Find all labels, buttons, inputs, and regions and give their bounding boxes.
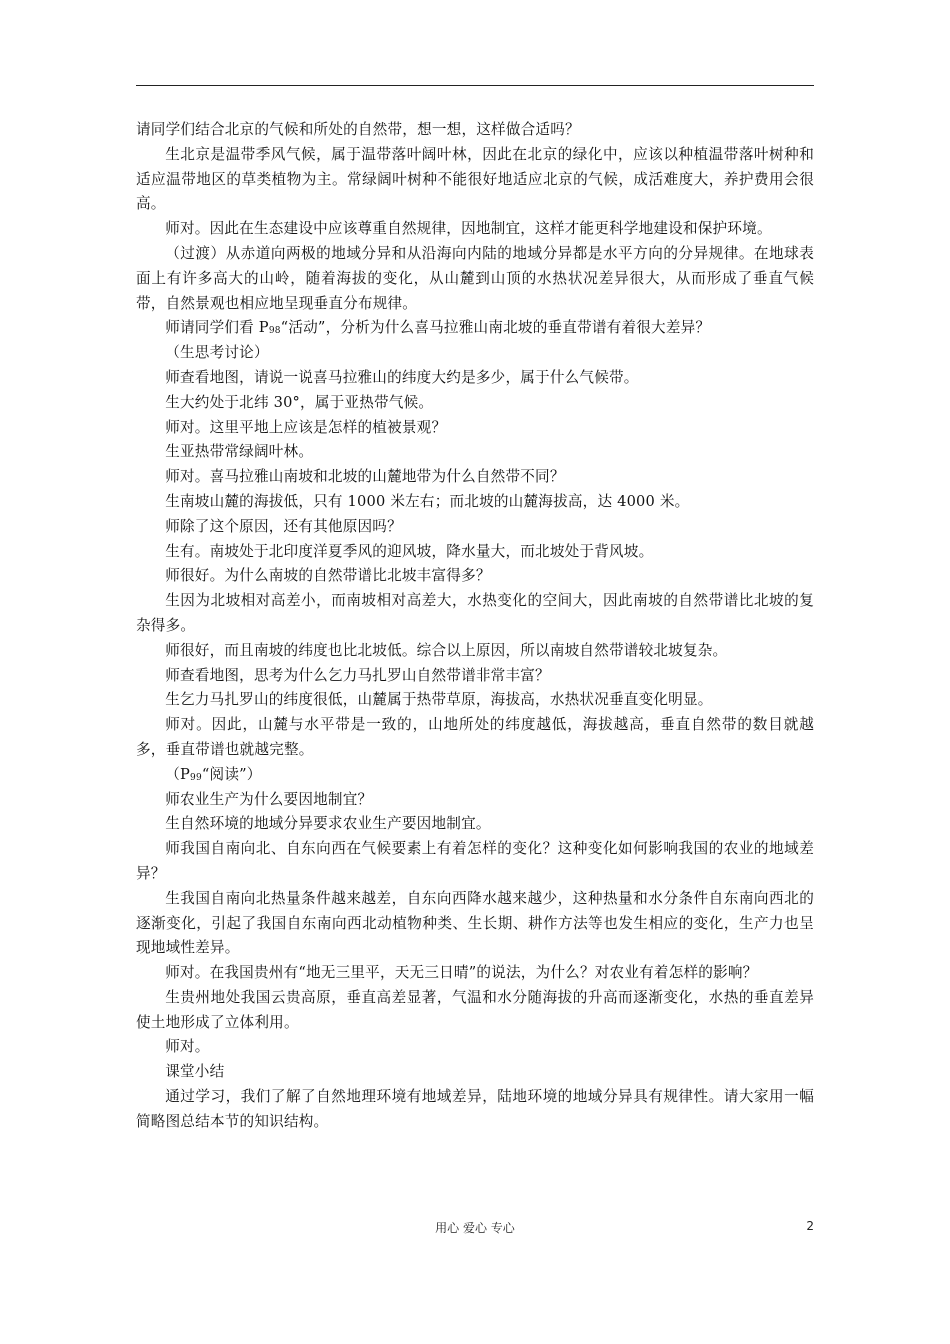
page-ref-subscript: 98: [268, 326, 281, 337]
header-rule: [136, 85, 814, 86]
paragraph-text: （P: [165, 765, 191, 783]
body-text: [136, 118, 814, 1135]
paragraph: 生大约处于北纬 30°，属于亚热带气候。: [165, 393, 434, 411]
paragraph: 师我国自南向北、自东向西在气候要素上有着怎样的变化？这种变化如何影响我国的农业的地域差异？: [136, 840, 814, 882]
paragraph: 师农业生产为什么要因地制宜？: [165, 790, 373, 808]
paragraph: 师查看地图，思考为什么乞力马扎罗山自然带谱非常丰富？: [165, 666, 550, 684]
paragraph: 生北京是温带季风气候，属于温带落叶阔叶林，因此在北京的绿化中，应该以种植温带落叶树种和适应温带地区的草类植物为主。常绿阔叶树种不能很好地适应北京的气候，成活难度大，养护费用会很高。: [136, 145, 814, 213]
paragraph: 师查看地图，请说一说喜马拉雅山的纬度大约是多少，属于什么气候带。: [165, 368, 639, 386]
paragraph: 生有。南坡处于北印度洋夏季风的迎风坡，降水量大，而北坡处于背风坡。: [165, 542, 654, 560]
paragraph: 师对。这里平地上应该是怎样的植被景观？: [165, 418, 447, 436]
paragraph: 师很好，而且南坡的纬度也比北坡低。综合以上原因，所以南坡自然带谱较北坡复杂。: [165, 641, 728, 659]
paragraph: 生自然环境的地域分异要求农业生产要因地制宜。: [165, 815, 491, 833]
paragraph: 师除了这个原因，还有其他原因吗？: [165, 517, 402, 535]
paragraph: 师对。因此在生态建设中应该尊重自然规律，因地制宜，这样才能更科学地建设和保护环境。: [165, 220, 772, 238]
paragraph: 生乞力马扎罗山的纬度很低，山麓属于热带草原，海拔高，水热状况垂直变化明显。: [165, 691, 713, 709]
paragraph: 师对。喜马拉雅山南坡和北坡的山麓地带为什么自然带不同？: [165, 468, 565, 486]
paragraph: 师很好。为什么南坡的自然带谱比北坡丰富得多？: [165, 567, 491, 585]
page-ref-subscript: 99: [190, 772, 202, 783]
paragraph: （生思考讨论）: [165, 344, 269, 362]
page-number: 2: [806, 1219, 814, 1233]
page-footer: [0, 1219, 950, 1239]
paragraph: 生我国自南向北热量条件越来越差，自东向西降水越来越少，这种热量和水分条件自东南向西北的逐渐变化，引起了我国自东南向西北动植物种类、生长期、耕作方法等也发生相应的变化，生产力也呈现地域性差异。: [136, 889, 814, 957]
footer-slogan: 用心 爱心 专心: [435, 1221, 515, 1235]
section-heading: 课堂小结: [165, 1063, 225, 1081]
paragraph: 请同学们结合北京的气候和所处的自然带，想一想，这样做合适吗？: [136, 121, 580, 138]
paragraph: （过渡）从赤道向两极的地域分异和从沿海向内陆的地域分异都是水平方向的分异规律。在地球表面上有许多高大的山岭，随着海拔的变化，从山麓到山顶的水热状况差异很大，从而形成了垂直气候带，自然景观也相应地呈现垂直分布规律。: [136, 244, 814, 312]
paragraph: 师对。在我国贵州有“地无三里平，天无三日晴”的说法，为什么？对农业有着怎样的影响？: [165, 964, 758, 982]
paragraph-text: 师请同学们看 P: [165, 319, 269, 337]
paragraph-text: “活动”，分析为什么喜马拉雅山南北坡的垂直带谱有着很大差异？: [280, 319, 711, 337]
paragraph: [136, 316, 814, 341]
paragraph: 师对。: [165, 1038, 210, 1056]
paragraph: [136, 763, 814, 788]
paragraph-text: “阅读”）: [201, 765, 262, 783]
paragraph: 生贵州地处我国云贵高原，垂直高差显著，气温和水分随海拔的升高而逐渐变化，水热的垂直差异使土地形成了立体利用。: [136, 988, 814, 1031]
paragraph: 生因为北坡相对高差小，而南坡相对高差大，水热变化的空间大，因此南坡的自然带谱比北坡的复杂得多。: [136, 592, 814, 634]
paragraph: 生南坡山麓的海拔低，只有 1000 米左右；而北坡的山麓海拔高，达 4000 米。: [165, 492, 690, 510]
paragraph: 通过学习，我们了解了自然地理环境有地域差异，陆地环境的地域分异具有规律性。请大家用一幅简略图总结本节的知识结构。: [136, 1088, 814, 1130]
paragraph: 师对。因此，山麓与水平带是一致的，山地所处的纬度越低，海拔越高，垂直自然带的数目就越多，垂直带谱也就越完整。: [136, 716, 814, 758]
paragraph: 生亚热带常绿阔叶林。: [165, 443, 314, 461]
